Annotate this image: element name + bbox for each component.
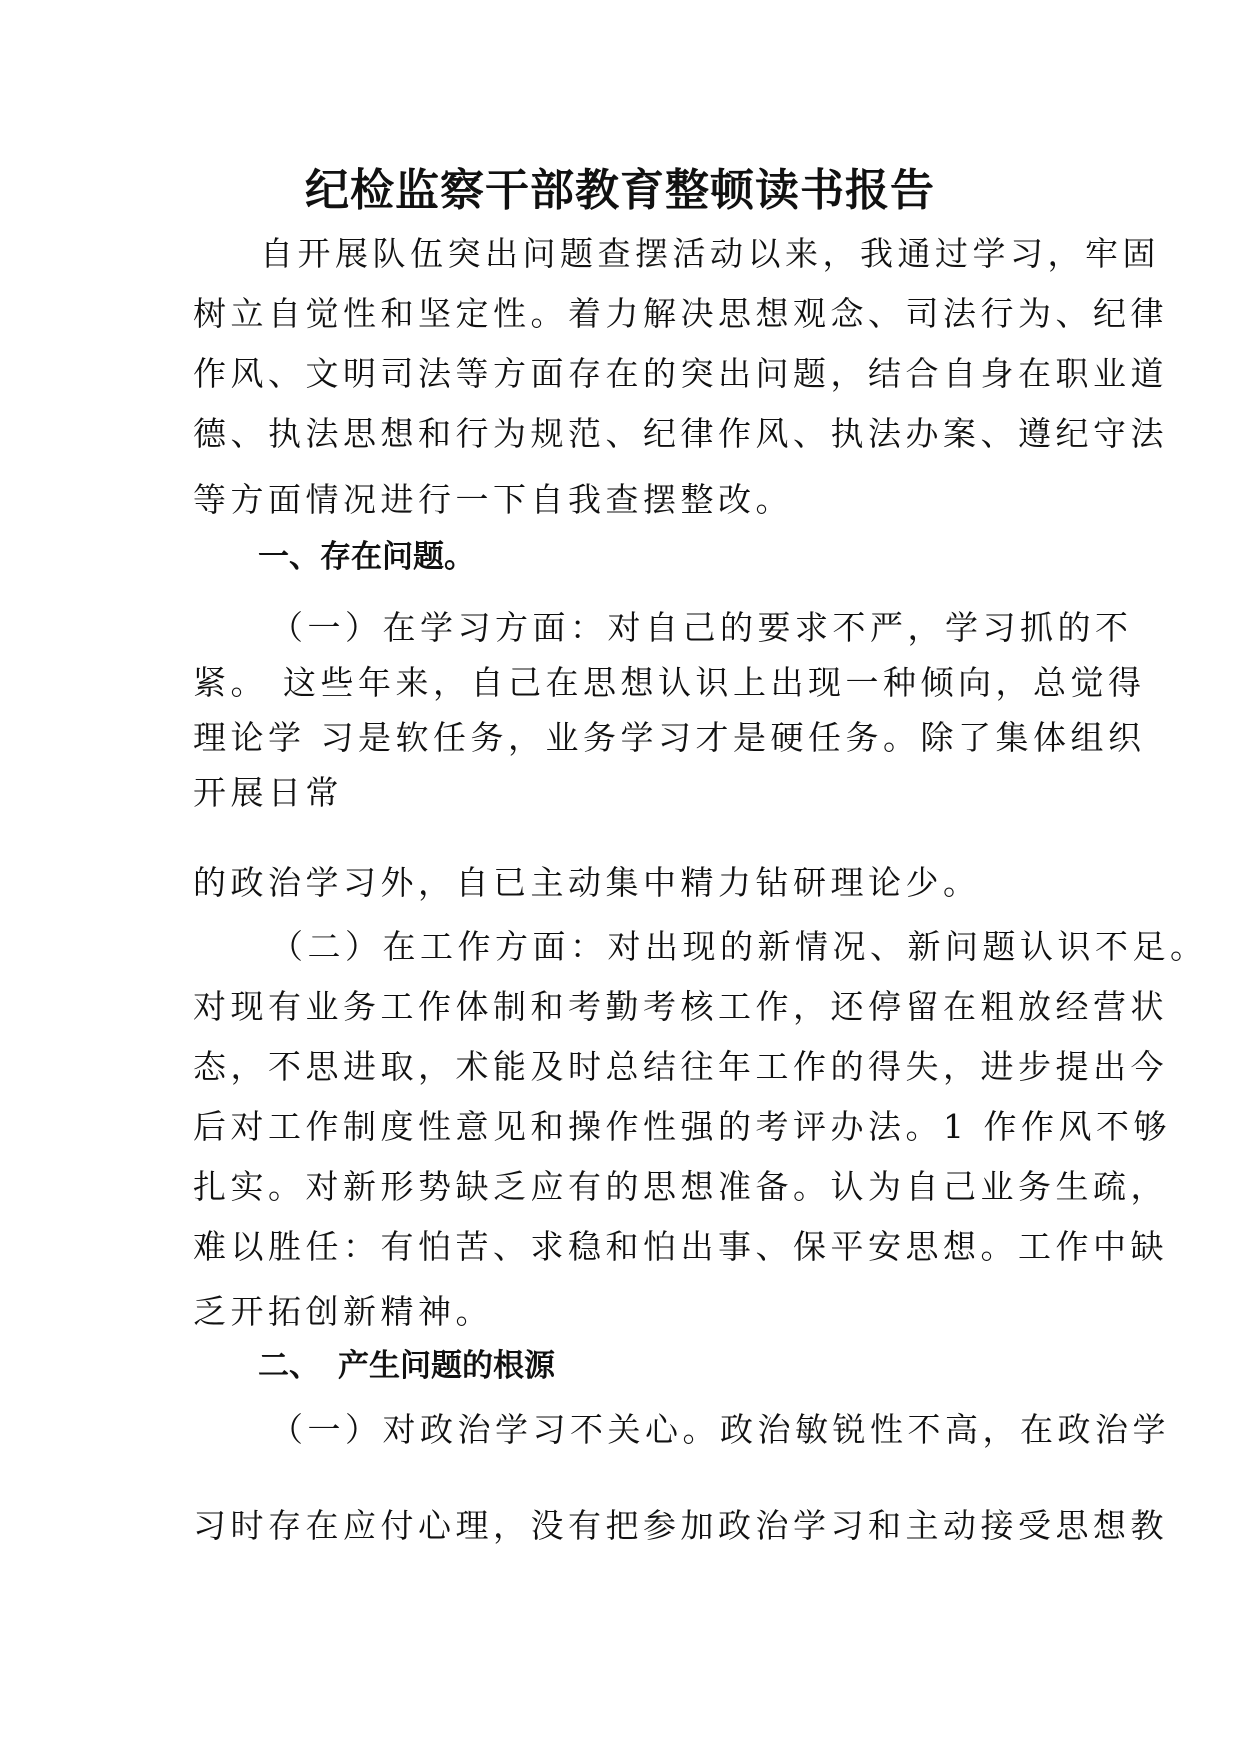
text-line: 扎实。对新形势缺乏应有的思想准备。认为自己业务生疏， [193,1167,1168,1206]
text-line: 的政治学习外，自已主动集中精力钻研理论少。 [193,863,981,902]
document-title: 纪检监察干部教育整顿读书报告 [305,165,935,216]
text-line: 等方面情况进行一下自我查摆整改。 [193,480,793,519]
text-line: 理论学 习是软任务，业务学习才是硬任务。除了集体组织 [193,718,1146,757]
text-line: 开展日常 [193,773,343,812]
text-line: 对现有业务工作体制和考勤考核工作，还停留在粗放经营状 [193,987,1168,1026]
text-line: （一）对政治学习不关心。政治敏锐性不高，在政治学 [270,1410,1170,1449]
section-heading: 一、存在问题。 [258,539,475,575]
text-line: 态，不思进取，术能及时总结往年工作的得失，进步提出今 [193,1047,1168,1086]
text-line: 乏开拓创新精神。 [193,1292,493,1331]
text-line: 紧。 这些年来，自己在思想认识上出现一种倾向，总觉得 [193,663,1146,702]
text-line: 作风、文明司法等方面存在的突出问题，结合自身在职业道 [193,354,1168,393]
section-heading-number: 二、 [258,1348,320,1384]
text-line: （一）在学习方面：对自己的要求不严，学习抓的不 [270,608,1133,647]
text-line: 难以胜任：有怕苦、求稳和怕出事、保平安思想。工作中缺 [193,1227,1168,1266]
text-line: （二）在工作方面：对出现的新情况、新问题认识不足。 [270,927,1208,966]
text-line: 自开展队伍突出问题查摆活动以来，我通过学习，牢固 [260,234,1160,273]
text-line: 树立自觉性和坚定性。着力解决思想观念、司法行为、纪律 [193,294,1168,333]
text-line: 后对工作制度性意见和操作性强的考评办法。1 作作风不够 [193,1107,1171,1146]
section-heading: 产生问题的根源 [338,1348,555,1384]
text-line: 德、执法思想和行为规范、纪律作风、执法办案、遵纪守法 [193,414,1168,453]
text-line: 习时存在应付心理，没有把参加政治学习和主动接受思想教 [193,1506,1168,1545]
